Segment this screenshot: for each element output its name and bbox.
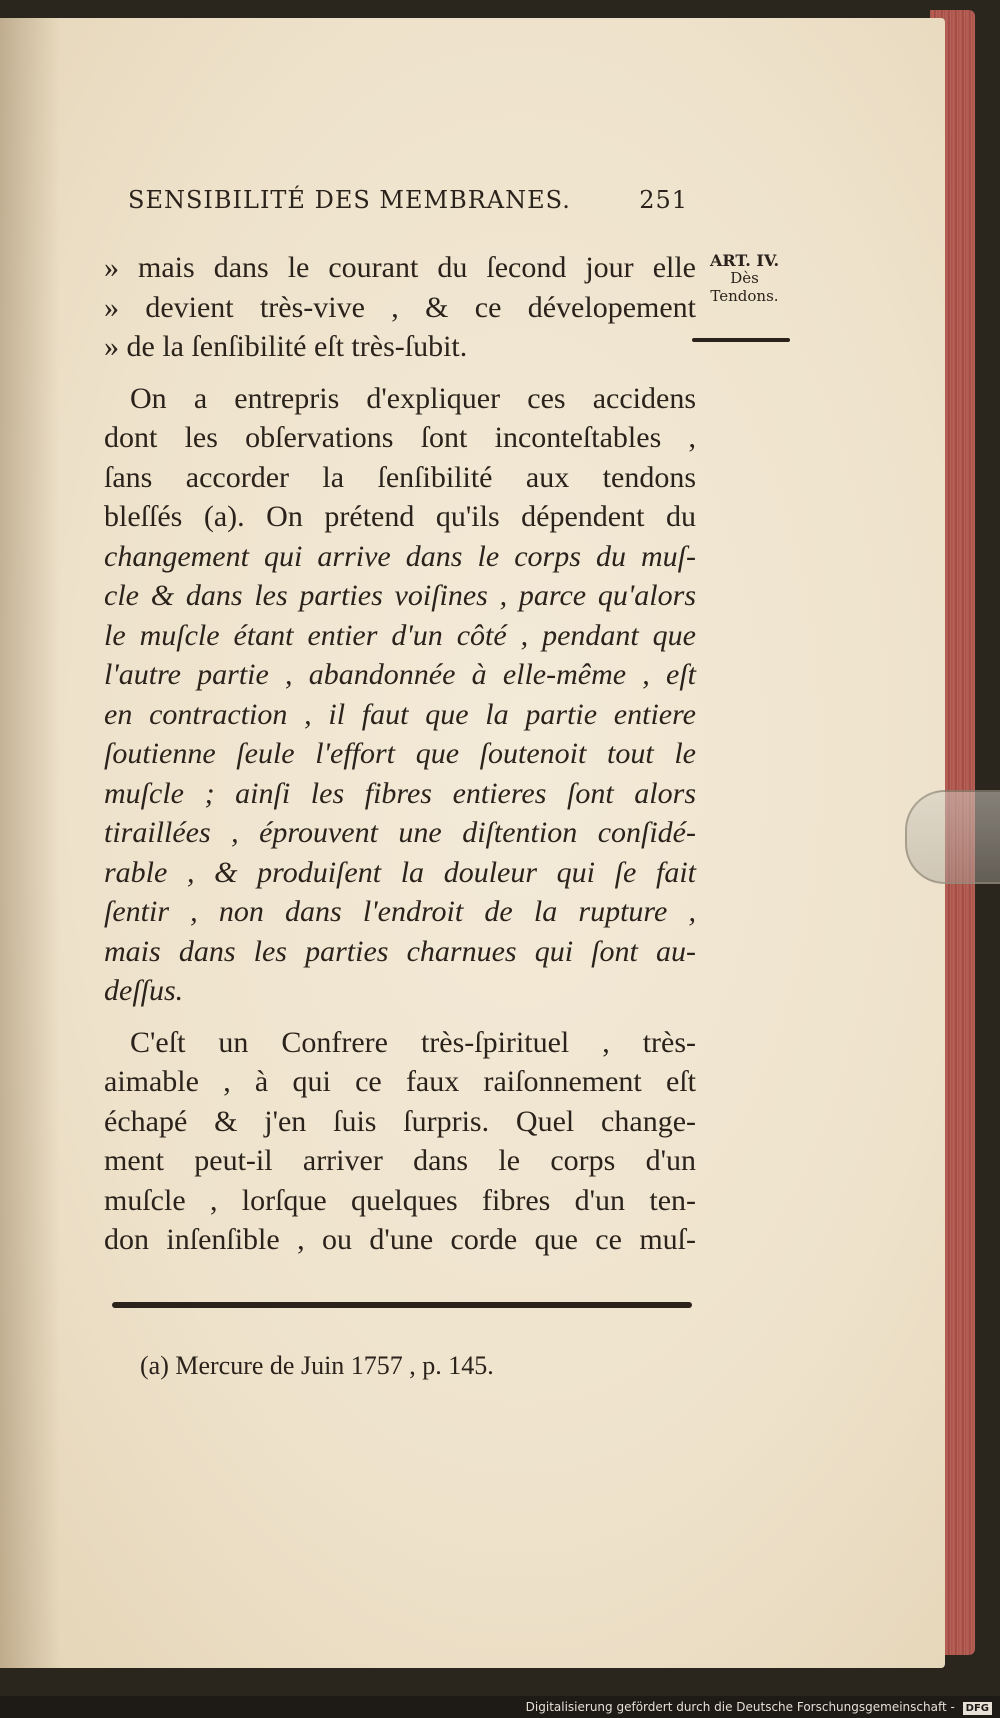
- text-line: muſcle , lorſque quelques fibres d'un ten-: [104, 1183, 696, 1217]
- italic-text-line: tiraillées , éprouvent une diſtention conſidé-: [104, 816, 696, 849]
- bookmark-clip: [905, 790, 1000, 884]
- italic-text-line: en contraction , il faut que la partie entiere: [104, 697, 696, 731]
- margin-note: [692, 252, 797, 305]
- text-line: dont les obſervations ſont inconteſtables ,: [104, 421, 696, 454]
- italic-text-line: muſcle ; ainſi les fibres entieres ſont alors: [104, 776, 696, 810]
- italic-text-line: rable , & produiſent la douleur qui ſe fait: [104, 855, 696, 889]
- margin-rule: [692, 338, 790, 342]
- text-line: » mais dans le courant du ſecond jour elle: [104, 251, 696, 284]
- text-line: » de la ſenſibilité eſt très-ſubit.: [104, 330, 468, 363]
- text-line: ment peut-il arriver dans le corps d'un: [104, 1144, 696, 1177]
- text-line: bleſſés (a). On prétend qu'ils dépendent du: [104, 500, 696, 533]
- text-line: C'eſt un Confrere très-ſpirituel , très-: [130, 1025, 696, 1059]
- italic-text-line: cle & dans les parties voiſines , parce qu'alors: [104, 579, 696, 612]
- text-line: ſans accorder la ſenſibilité aux tendons: [104, 460, 696, 494]
- text-line: aimable , à qui ce faux raiſonnement eſt: [104, 1065, 696, 1098]
- dfg-logo: DFG: [963, 1702, 992, 1715]
- italic-text-line: ſentir , non dans l'endroit de la rupture ,: [104, 895, 696, 928]
- text-line: don inſenſible , ou d'une corde que ce muſ-: [104, 1223, 696, 1256]
- italic-text-line: mais dans les parties charnues qui ſont au-: [104, 934, 696, 968]
- text-line: échapé & j'en ſuis ſurpris. Quel change-: [104, 1104, 696, 1138]
- margin-note-article: ART. IV.: [709, 251, 780, 270]
- credit-text: [526, 1700, 1000, 1715]
- running-head: [128, 186, 688, 214]
- credit-label: Digitalisierung gefördert durch die Deutsche Forschungsgemeinschaft -: [525, 1699, 955, 1714]
- italic-text-line: l'autre partie , abandonnée à elle-même , eſt: [104, 658, 696, 691]
- footnote: (a) Mercure de Juin 1757 , p. 145.: [140, 1351, 494, 1380]
- margin-note-line1: Dès: [730, 269, 759, 288]
- body-text: [104, 248, 696, 1260]
- page-number: 251: [639, 186, 688, 214]
- italic-text-line: deſſus.: [104, 974, 184, 1007]
- italic-text-line: le muſcle étant entier d'un côté , pendant que: [104, 618, 696, 652]
- footnote-rule: [112, 1302, 692, 1308]
- credit-bar: [0, 1696, 1000, 1718]
- running-head-title: SENSIBILITÉ DES MEMBRANES.: [128, 186, 571, 214]
- italic-text-line: ſoutienne ſeule l'effort que ſoutenoit tout le: [104, 737, 696, 770]
- margin-note-line2: Tendons.: [710, 286, 779, 305]
- gutter-shadow: [0, 18, 60, 1668]
- italic-text-line: changement qui arrive dans le corps du muſ-: [104, 539, 696, 573]
- text-line: » devient très-vive , & ce dévelopement: [104, 290, 696, 324]
- text-line: On a entrepris d'expliquer ces accidens: [130, 381, 696, 415]
